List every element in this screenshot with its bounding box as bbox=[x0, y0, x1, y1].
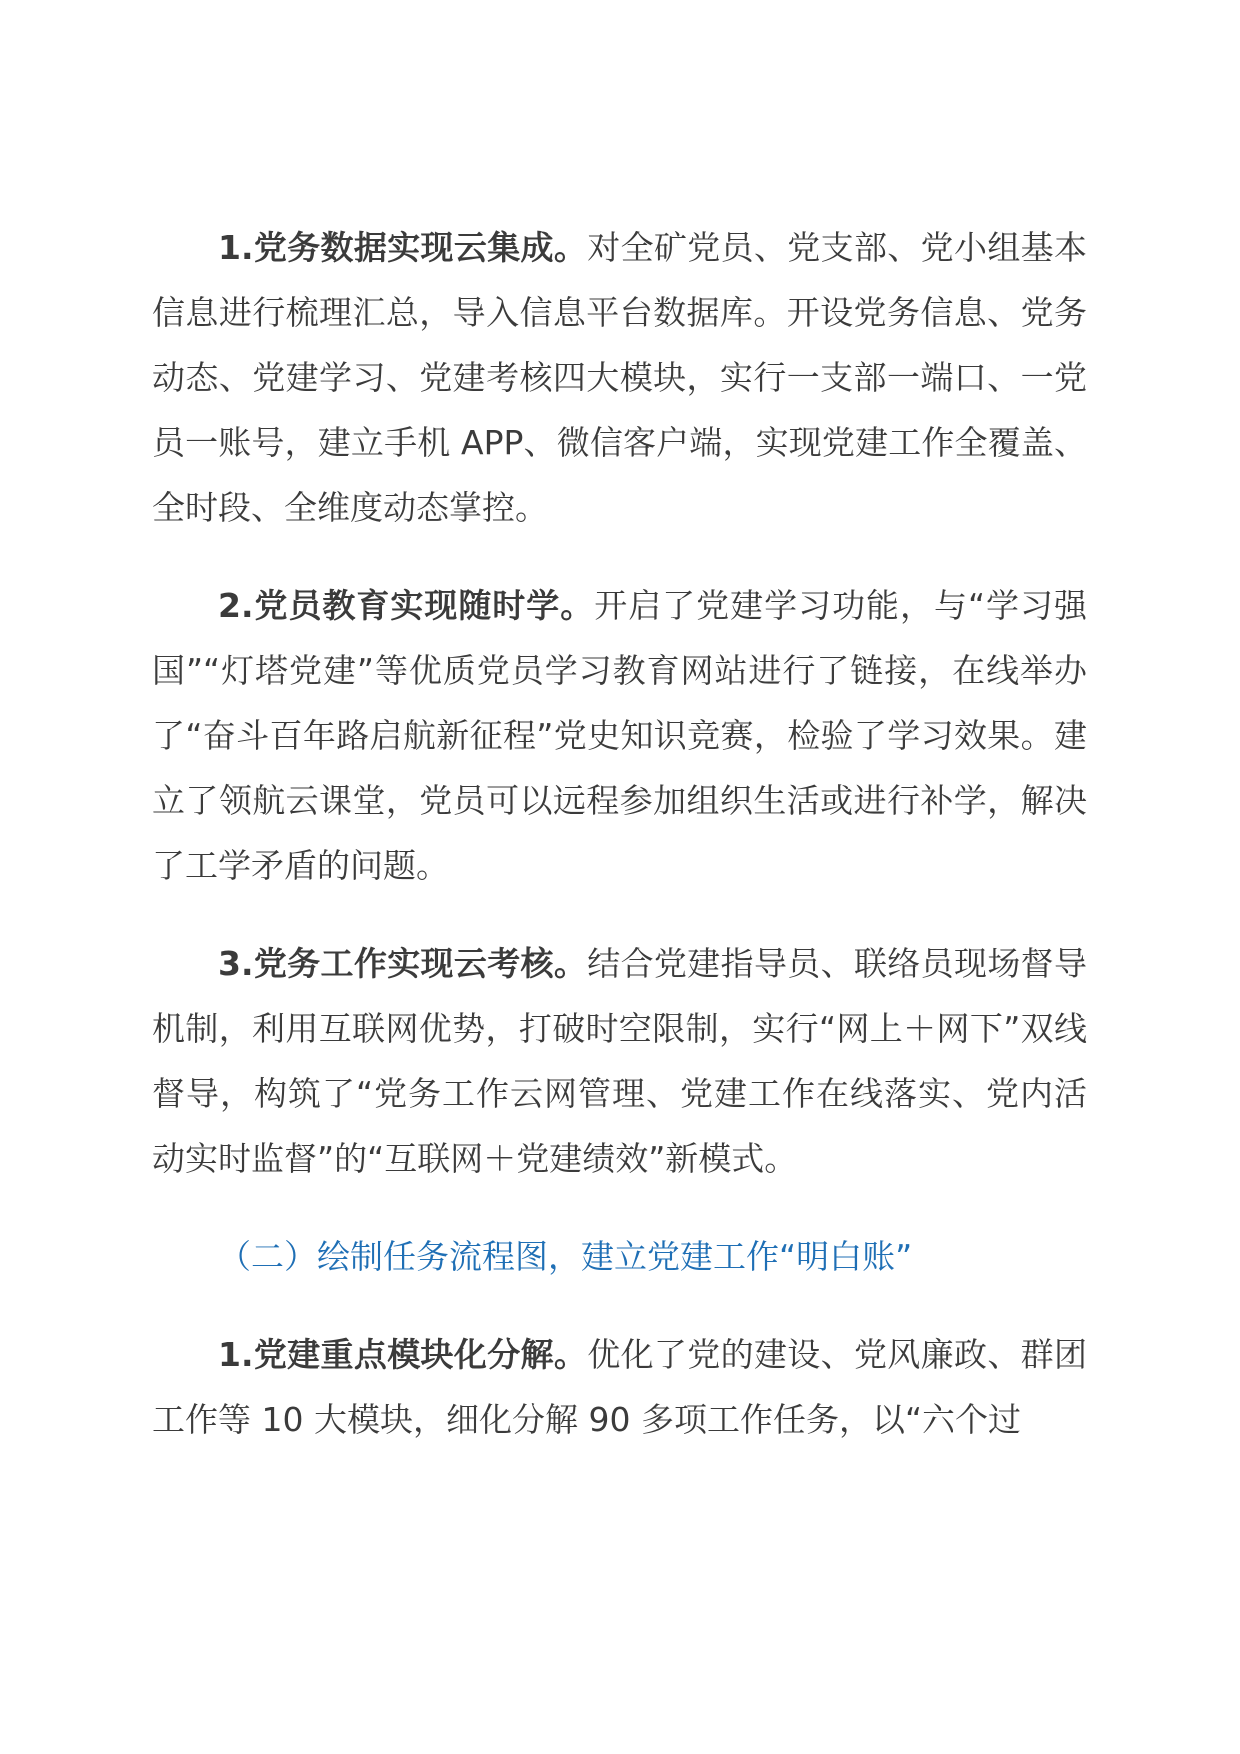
section-subheading: （二）绘制任务流程图，建立党建工作“明白账” bbox=[218, 1237, 913, 1276]
paragraph-2 bbox=[152, 573, 1087, 898]
paragraph-2-text: 开启了党建学习功能，与“学习强国”“灯塔党建”等优质党员学习教育网站进行了链接，在线举办了“奋斗百年路启航新征程”党史知识竞赛，检验了学习效果。建立了领航云课堂，党员可以远程参加组织生活或进行补学，解决了工学矛盾的问题。 bbox=[152, 586, 1087, 885]
document-body bbox=[152, 215, 1087, 1485]
paragraph-1-lead: 1.党务数据实现云集成。 bbox=[218, 228, 588, 267]
paragraph-4-text: 优化了党的建设、党风廉政、群团工作等 10 大模块，细化分解 90 多项工作任务，以“六个过 bbox=[152, 1335, 1088, 1439]
paragraph-4 bbox=[152, 1322, 1087, 1452]
paragraph-3-text: 结合党建指导员、联络员现场督导机制，利用互联网优势，打破时空限制，实行“网上＋网下”双线督导，构筑了“党务工作云网管理、党建工作在线落实、党内活动实时监督”的“互联网＋党建绩效”新模式。 bbox=[152, 944, 1088, 1178]
paragraph-3-lead: 3.党务工作实现云考核。 bbox=[218, 944, 588, 983]
paragraph-4-lead: 1.党建重点模块化分解。 bbox=[218, 1335, 588, 1374]
paragraph-3 bbox=[152, 931, 1087, 1191]
paragraph-2-lead: 2.党员教育实现随时学。 bbox=[218, 586, 595, 625]
paragraph-1 bbox=[152, 215, 1087, 540]
paragraph-1-text: 对全矿党员、党支部、党小组基本信息进行梳理汇总，导入信息平台数据库。开设党务信息、党务动态、党建学习、党建考核四大模块，实行一支部一端口、一党员一账号，建立手机 APP、微信客户端，实现党建工作全覆盖、全时段、全维度动态掌控。 bbox=[152, 228, 1088, 527]
